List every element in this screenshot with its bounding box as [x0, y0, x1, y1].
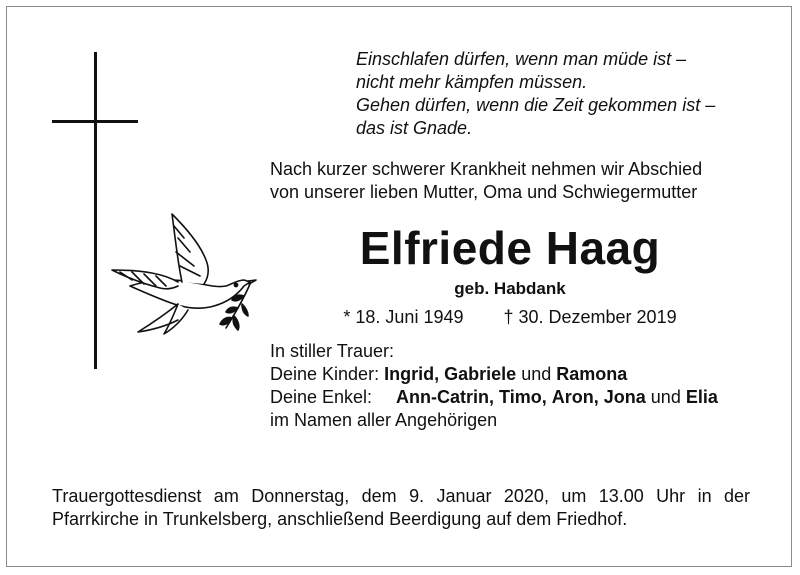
poem-line: Gehen dürfen, wenn die Zeit gekommen ist – — [356, 95, 716, 115]
mourners-heading: In stiller Trauer: — [270, 341, 395, 361]
mourners-block — [270, 340, 718, 432]
grandchildren-label: Deine Enkel: — [270, 387, 373, 407]
service-announcement — [52, 485, 750, 531]
child-name: Gabriele — [444, 364, 517, 384]
birth-date: * 18. Juni 1949 — [343, 307, 464, 327]
dove-icon — [108, 208, 258, 340]
children-line — [270, 363, 718, 386]
poem-line: nicht mehr kämpfen müssen. — [356, 72, 588, 92]
cross-horizontal-bar — [52, 120, 138, 123]
grandchild-name: Timo — [499, 387, 542, 407]
grandchild-name: Elia — [685, 387, 718, 407]
grandchild-name: Aron — [551, 387, 594, 407]
deceased-name: Elfriede Haag — [359, 222, 661, 274]
cross-vertical-bar — [94, 52, 97, 369]
separator: , — [593, 387, 599, 407]
poem-line: Einschlafen dürfen, wenn man müde ist – — [356, 49, 687, 69]
conjunction: und — [650, 387, 681, 407]
separator: , — [434, 364, 440, 384]
grandchildren-line — [270, 386, 718, 409]
conjunction: und — [521, 364, 552, 384]
service-line: Pfarrkirche in Trunkelsberg, anschließend Beerdigung auf dem Friedhof. — [52, 509, 628, 529]
intro-text — [270, 158, 702, 204]
grandchild-name: Ann-Catrin — [396, 387, 489, 407]
service-line: Trauergottesdienst am Donnerstag, dem 9. Januar 2020, um 13.00 Uhr in der — [52, 486, 750, 506]
intro-line: Nach kurzer schwerer Krankheit nehmen wir Abschied — [270, 159, 703, 179]
relatives-line: im Namen aller Angehörigen — [270, 410, 498, 430]
separator: , — [541, 387, 547, 407]
death-date: † 30. Dezember 2019 — [503, 307, 677, 327]
grandchild-name: Jona — [603, 387, 646, 407]
child-name: Ingrid — [384, 364, 435, 384]
life-dates — [270, 306, 750, 329]
separator: , — [489, 387, 495, 407]
intro-line: von unserer lieben Mutter, Oma und Schwiegermutter — [270, 182, 698, 202]
poem-line: das ist Gnade. — [356, 118, 473, 138]
children-label: Deine Kinder: — [270, 364, 380, 384]
birth-name: geb. Habdank — [454, 279, 566, 298]
child-name: Ramona — [556, 364, 628, 384]
poem — [356, 48, 715, 140]
